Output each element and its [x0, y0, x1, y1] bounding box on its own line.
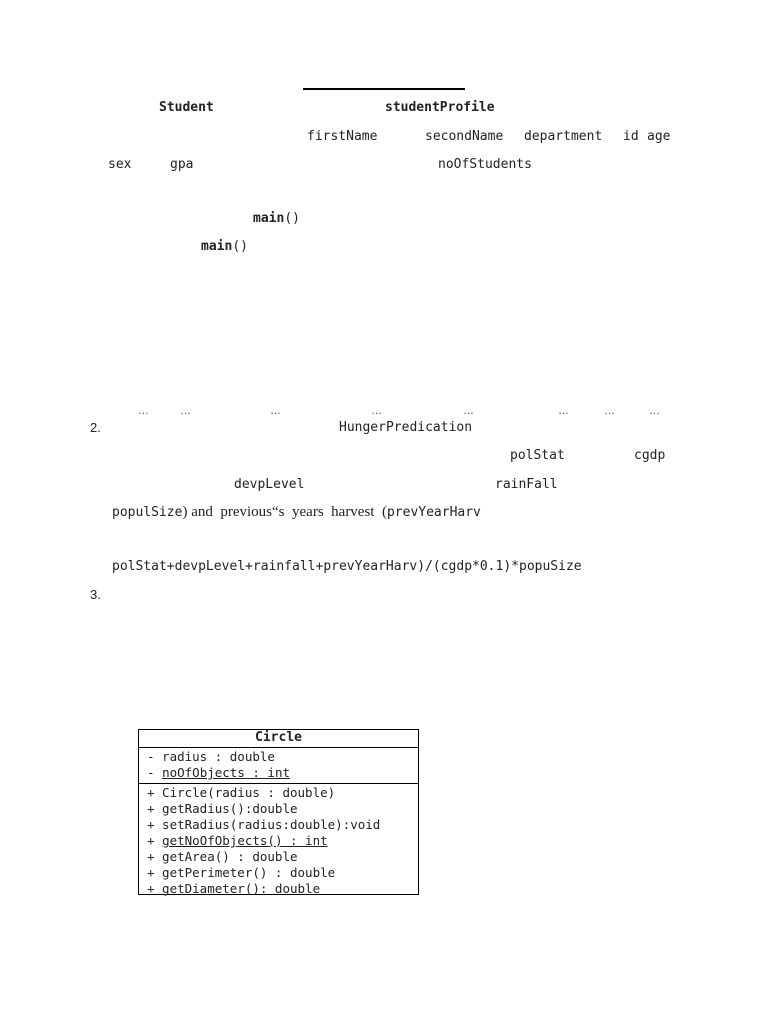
main-method-ref-2: [201, 239, 248, 255]
field-gpa: gpa: [170, 157, 194, 172]
prose-previous-years-harvest: ) and previous“s years harvest (: [182, 504, 387, 520]
field-department: department: [524, 129, 603, 144]
ellipsis: …: [371, 405, 382, 417]
question-number-3: 3.: [90, 587, 101, 602]
main-parens: (): [284, 211, 300, 226]
uml-class-circle: [138, 729, 419, 895]
uml-class-name: Circle: [139, 730, 418, 748]
ellipsis: …: [604, 405, 615, 417]
formula: polStat+devpLevel+rainfall+prevYearHarv)/(cgdp*0.1)*popuSize: [112, 559, 582, 574]
uml-op-get-radius: + getRadius():double: [147, 801, 298, 816]
uml-static-attr-text: noOfObjects : int: [162, 765, 290, 780]
uml-attributes: [139, 748, 418, 784]
uml-attribute-radius: - radius : double: [147, 749, 275, 764]
title-underline: [303, 88, 465, 90]
field-no-of-students: noOfStudents: [438, 157, 532, 172]
field-age: age: [647, 129, 671, 144]
main-keyword: main: [253, 211, 285, 226]
main-keyword: main: [201, 239, 233, 254]
field-first-name: firstName: [307, 129, 378, 144]
field-id: id: [623, 129, 639, 144]
field-devp-level: devpLevel: [234, 477, 305, 492]
field-second-name: secondName: [425, 129, 504, 144]
ellipsis: …: [180, 405, 191, 417]
main-parens: (): [232, 239, 248, 254]
ellipsis: …: [463, 405, 474, 417]
main-method-ref-1: [253, 211, 300, 227]
field-sex: sex: [108, 157, 132, 172]
ellipsis: …: [649, 405, 660, 417]
ellipsis: …: [558, 405, 569, 417]
field-popul-size: populSize: [112, 505, 183, 520]
uml-op-set-radius: + setRadius(radius:double):void: [147, 817, 381, 832]
class-name-student-profile: studentProfile: [385, 100, 495, 115]
ellipsis: …: [270, 405, 281, 417]
field-rain-fall: rainFall: [495, 477, 558, 492]
question-number-2: 2.: [90, 420, 101, 435]
field-pol-stat: polStat: [510, 448, 565, 463]
field-popul-size-line: [112, 504, 481, 521]
uml-op-get-perimeter: + getPerimeter() : double: [147, 865, 336, 880]
field-prev-year-harv: prevYearHarv: [386, 505, 481, 520]
class-name-hunger-predication: HungerPredication: [339, 420, 473, 435]
class-name-student: Student: [159, 100, 214, 115]
uml-op-constructor: + Circle(radius : double): [147, 785, 336, 800]
uml-operations: [139, 784, 418, 897]
uml-attribute-no-of-objects: - noOfObjects : int: [147, 765, 290, 780]
uml-op-get-no-of-objects: + getNoOfObjects() : int: [147, 833, 328, 848]
ellipsis: …: [138, 405, 149, 417]
uml-static-op-text: getNoOfObjects() : int: [162, 833, 328, 848]
uml-op-get-diameter: + getDiameter(): double: [147, 881, 321, 896]
uml-op-get-area: + getArea() : double: [147, 849, 298, 864]
field-cgdp: cgdp: [634, 448, 666, 463]
